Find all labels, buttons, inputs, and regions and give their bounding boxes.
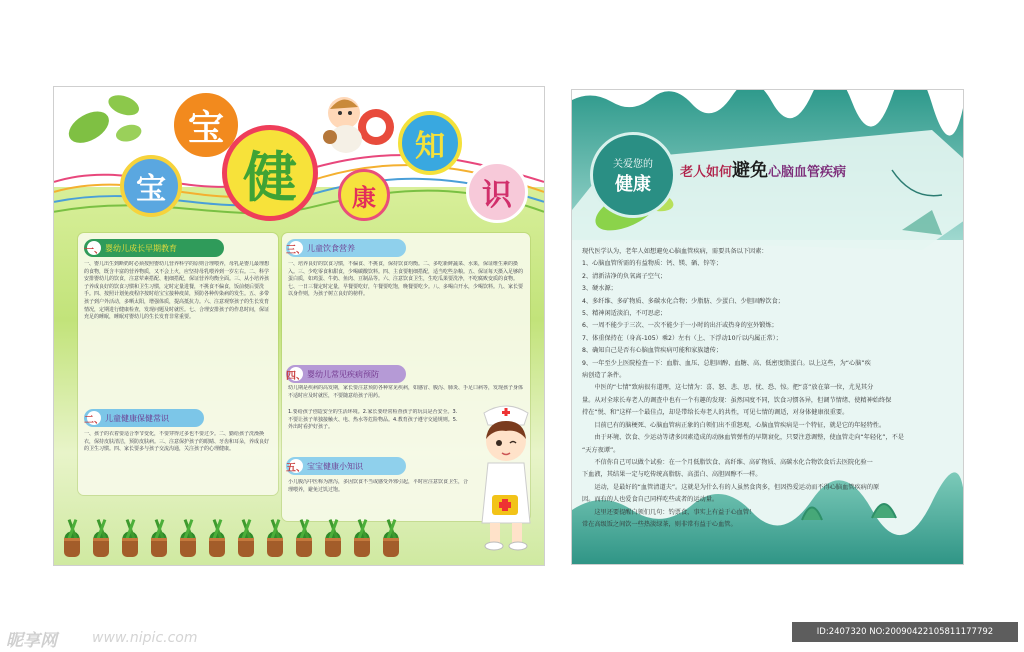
bubble-char: 宝 [136,172,166,207]
potted-plants-row [62,519,422,559]
watermark-logo-text: 昵享网 [6,631,57,651]
body-line: 5、精神闲适淡泊，不可思虑； [582,310,667,318]
section-header-3 [286,239,406,257]
poster-body-text [582,246,954,531]
body-line: “天方夜谭”。 [582,446,620,454]
badge-top-text: 关爱您的 [613,158,653,170]
body-line: 8、确知自己是否有心脑血管疾病可能和家族遗传； [582,347,723,355]
bubble-char: 宝 [187,107,224,149]
section-header-5 [286,457,406,475]
bubble-shi [466,161,528,223]
bubble-jian [222,125,318,221]
watermark-url [92,630,198,646]
body-line: 中医的“七情”致病很有道理，这七情为：喜、怒、悲、思、忧、恐、惊。把“喜”放在第一位，尤见其分 [582,384,874,392]
left-poster [53,86,545,566]
body-line: 下血液，其结果一定与吃传统高脂肪、高蛋白、高胆固醇不一样。 [582,471,762,479]
section-title: 婴幼儿常见疾病预防 [307,369,379,379]
bubble-zhi [398,111,462,175]
section-1-text: 一、婴儿出生到断奶时必须按照婴幼儿营养科学的原则合理喂养，母乳是婴儿最理想的食物，既含丰富的营养物质，又不会上火，应坚持母乳喂养到一岁左右。二、科学安排婴幼儿的饮食，注意荤素搭配、粗细搭配，保证营养均衡全面。三、从小培养孩子养成良好的饮食习惯和卫生习惯，定时定量进餐，不挑食不偏食，饭前便后要洗手。四、按照计划免疫程序按时给宝宝接种疫苗，预防各种传染病的发生。五、多带孩子到户外活动，多晒太阳，增强体质，提高抵抗力。六、注意观察孩子的生长发育情况，定期进行健康检查，发现问题及时就医。七、合理安排孩子的作息时间，保证充足的睡眠，睡眠对婴幼儿的生长发育非常重要。 [84,261,270,321]
watermark-id-text: ID:2407320 NO:20090422105811177792 [816,627,994,637]
title-suffix: 心脑血管疾病 [768,165,847,180]
baby-illustration [316,89,406,163]
body-line: 1、心脑血管所需的有益物质：钙、镁、硒、锌等； [582,260,723,268]
title-prefix: 老人如何 [680,165,733,180]
section-2-text: 一、孩子的衣着要适合季节变化，不要穿得过多也不要过少。二、勤给孩子洗澡换衣，保持皮肤清洁，预防皮肤病。三、注意保护孩子的眼睛、牙齿和耳朵，养成良好的卫生习惯。四、家长要多与孩子交流沟通，关注孩子的心理健康。 [84,431,270,453]
bubble-char: 识 [482,178,512,213]
bubble-char: 健 [243,145,297,209]
potted-plant-icon [149,519,169,557]
section-number: 二、 [87,411,101,425]
body-line: 2、清新洁净的负氧离子空气； [582,272,667,280]
bubble-kang [338,169,390,221]
bubble-char: 知 [415,129,445,164]
body-line: 这里还要提醒白领们几句：钓票食，事实上有益于心血管！ [582,508,756,516]
potted-plant-icon [120,519,140,557]
title-emphasis: 避免 [732,160,769,181]
section-5-text: 小儿腹泻中医称为泄泻，多因饮食不当或感受外邪引起，平时应注意饮食卫生，合理喂养，避免过饥过饱。 [288,479,468,493]
body-line: 持在“悦、和”这样一个最佳点，却是带给长寿老人的共性，可见七情的调适，对身体健康很重要。 [582,409,849,417]
body-line: 4、多纤维、多矿物质、多碳水化合物；少脂肪、少蛋白、少胆固醇饮食； [582,297,784,305]
watermark-url-text: www.nipic.com [92,630,198,646]
potted-plant-icon [207,519,227,557]
body-line: 6、一周不能少于三次、一次不能少于一小时的出汗或热身的室外锻炼； [582,322,778,330]
body-line: 量。从对全球长寿老人的调查中也有一个有趣的发现：虽然国度不同，饮食习惯各异，但调节情绪、使精神始终保 [582,396,892,404]
potted-plant-icon [236,519,256,557]
potted-plant-icon [265,519,285,557]
section-title: 儿童饮食营养 [307,243,355,253]
potted-plant-icon [91,519,111,557]
potted-plant-icon [352,519,372,557]
watermark-logo [6,626,57,651]
section-title: 婴幼儿成长早期教育 [105,243,177,253]
section-number: 一、 [87,241,101,255]
body-line: 目前已有的脑梗死、心脑血管病正象的白领们出不重怒观，心脑血管疾病是一个特征，就是它的年轻特性。 [582,421,886,429]
section-header-4 [286,365,406,383]
section-number: 四、 [289,367,303,381]
bubble-char: 康 [352,183,376,212]
potted-plant-icon [62,519,82,557]
section-4-list: 1.要给孩子创造安全的生活环境。2.家长要经常检查孩子的玩具是否安全。3.不要让孩子单独接触火、电、热水等危险物品。4.教育孩子遵守交通规则。5.外出时看护好孩子。 [288,409,458,431]
body-line: 运动，是最好的“血管清道夫”。这就是为什么有的人虽然食肉多，但因热爱运动而不得心脑血管疾病的原 [582,483,880,491]
body-line: 现代医学认为，老年人如想避免心脑血管疾病，需要具备以下因素： [582,248,768,255]
badge-main-text: 健康 [615,173,651,195]
section-4-text: 幼儿期是疾病的高发期，家长要注意预防各种常见疾病，如感冒、腹泻、肺炎、手足口病等，发现孩子身体不适时应及时就医，不要随意给孩子用药。 [288,385,524,399]
section-3-text: 一、培养良好的饮食习惯，不偏食、不挑食，保持饮食均衡。二、多吃新鲜蔬菜、水果，保证维生素的摄入。三、少吃零食和甜食，少喝碳酸饮料。四、主食要粗细搭配，适当吃些杂粮。五、保证每天摄入足够的蛋白质，如鸡蛋、牛奶、鱼肉、豆制品等。六、注意饮食卫生，生吃瓜果要洗净，不吃腐败变质的食物。七、一日三餐定时定量，早餐要吃好，午餐要吃饱，晚餐要吃少。八、多喝白开水，少喝饮料。九、家长要以身作则，为孩子树立良好的榜样。 [288,261,524,298]
section-header-1 [84,239,224,257]
nurse-illustration [474,403,538,553]
right-poster [571,89,964,565]
body-line: 因。而有的人也爱食自己同样吃些或者的运动量。 [582,496,719,504]
body-line: 病创造了条件。 [582,372,626,380]
section-number: 五、 [289,459,303,473]
body-line: 常在高级饭之间饮一些热淡绿茶，则非常有益于心血管。 [582,520,737,528]
potted-plant-icon [381,519,401,557]
potted-plant-icon [323,519,343,557]
potted-plant-icon [294,519,314,557]
body-line: 7、体重保持在（身高-105）乘2）左右（上、下浮动10斤以内属正常）； [582,334,782,342]
poster-title [680,156,846,182]
bubble-bao-1 [120,155,182,217]
body-line: 3、硬水源； [582,285,617,293]
body-line: 9、一年至少上医院检查一下：血脂、血压、总胆固醇、血糖、高、低密度脂蛋白。以上这些，为“心脑”疾 [582,359,871,367]
body-line: 不信你自己可以做个试验：在一个月低脂饮食、高纤维、高矿物质、高碳水化合物饮食后去医院化验一 [582,458,873,466]
potted-plant-icon [178,519,198,557]
body-line: 由于环境、饮食、少运动等诸多因素造成的动脉血管弹性的早期衰化，只要注意调整，使血管走向“年轻化”，不是 [582,434,904,442]
health-badge [590,132,676,218]
section-title: 儿童健康保健常识 [105,413,169,423]
section-title: 宝宝健康小知识 [307,461,363,471]
watermark-id-bar [792,622,1018,642]
section-number: 三、 [289,241,303,255]
section-header-2 [84,409,204,427]
